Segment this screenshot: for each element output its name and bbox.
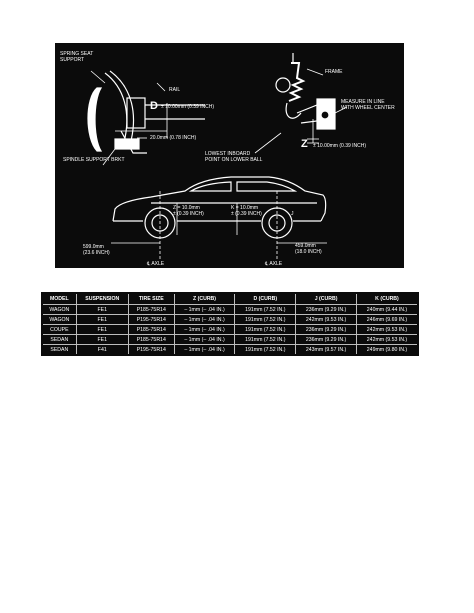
label-z-marker: Z	[301, 138, 308, 150]
cell-d-curb: 191mm (7.52 IN.)	[235, 305, 296, 315]
specification-table	[41, 292, 419, 356]
cell-model: SEDAN	[42, 335, 76, 345]
cell-j-curb: 236mm (9.29 IN.)	[296, 325, 357, 335]
cell-k-curb: 242mm (9.53 IN.)	[356, 325, 418, 335]
cell-suspension: FE1	[76, 305, 128, 315]
cell-tire-size: P185-75R14	[128, 325, 174, 335]
cell-suspension: FE1	[76, 315, 128, 325]
label-d-marker: D	[150, 100, 158, 112]
label-rear-dimension: 459.0mm (18.0 INCH)	[295, 243, 322, 255]
cell-tire-size: P195-75R14	[128, 345, 174, 356]
label-spring-seat-support: SPRING SEAT SUPPORT	[60, 51, 94, 63]
suspension-diagram	[55, 43, 404, 268]
cell-tire-size: P185-75R14	[128, 335, 174, 345]
cell-d-curb: 191mm (7.52 IN.)	[235, 325, 296, 335]
cell-d-curb: 191mm (7.52 IN.)	[235, 315, 296, 325]
cell-d-curb: 191mm (7.52 IN.)	[235, 335, 296, 345]
table-row	[42, 315, 418, 325]
cell-j-curb: 242mm (9.53 IN.)	[296, 315, 357, 325]
cell-z-curb: – 1mm (– .04 IN.)	[174, 325, 235, 335]
cell-z-curb: – 1mm (– .04 IN.)	[174, 315, 235, 325]
label-z-spec: ± 10.00mm (0.39 INCH)	[313, 143, 367, 149]
cell-model: SEDAN	[42, 345, 76, 356]
table-row	[42, 305, 418, 315]
cell-k-curb: 249mm (9.80 IN.)	[356, 345, 418, 356]
cell-z-curb: – 1mm (– .04 IN.)	[174, 305, 235, 315]
column-header-model: MODEL	[42, 293, 76, 305]
label-d-spec: ± 10.00mm (0.39 INCH)	[161, 104, 215, 110]
table-row	[42, 325, 418, 335]
cell-k-curb: 246mm (9.69 IN.)	[356, 315, 418, 325]
column-header-z-curb: Z (CURB)	[174, 293, 235, 305]
label-measure-in-line: MEASURE IN LINE WITH WHEEL CENTER	[341, 99, 395, 111]
label-spindle-dimension: 20.0mm (0.78 INCH)	[150, 135, 197, 141]
cell-j-curb: 236mm (9.29 IN.)	[296, 305, 357, 315]
cell-k-curb: 242mm (9.53 IN.)	[356, 335, 418, 345]
cell-suspension: F41	[76, 345, 128, 356]
cell-z-curb: – 1mm (– .04 IN.)	[174, 345, 235, 356]
label-axle-right: ℄ AXLE	[265, 261, 283, 267]
column-header-suspension: SUSPENSION	[76, 293, 128, 305]
label-frame: FRAME	[325, 69, 343, 75]
cell-suspension: FE1	[76, 335, 128, 345]
cell-j-curb: 236mm (9.29 IN.)	[296, 335, 357, 345]
cell-z-curb: – 1mm (– .04 IN.)	[174, 335, 235, 345]
cell-tire-size: P195-75R14	[128, 315, 174, 325]
cell-j-curb: 243mm (9.57 IN.)	[296, 345, 357, 356]
car-illustration	[113, 177, 326, 238]
label-lowest-inboard: LOWEST INBOARD POINT ON LOWER BALL	[205, 151, 263, 163]
frame-illustration	[276, 53, 335, 129]
cell-model: WAGON	[42, 315, 76, 325]
column-header-d-curb: D (CURB)	[235, 293, 296, 305]
cell-k-curb: 240mm (9.44 IN.)	[356, 305, 418, 315]
column-header-k-curb: K (CURB)	[356, 293, 418, 305]
table-row	[42, 345, 418, 356]
label-rail: RAIL	[169, 87, 181, 93]
column-header-j-curb: J (CURB)	[296, 293, 357, 305]
label-car-j: J	[291, 211, 294, 217]
table-row	[42, 335, 418, 345]
label-front-dimension: 599.0mm (23.6 INCH)	[83, 244, 110, 256]
table-header-row	[42, 293, 418, 305]
column-header-tire-size: TIRE SIZE	[128, 293, 174, 305]
label-car-z: Z = 10.0mm ± (0.39 INCH)	[173, 205, 204, 217]
cell-suspension: FE1	[76, 325, 128, 335]
cell-model: COUPE	[42, 325, 76, 335]
label-axle-left: ℄ AXLE	[147, 261, 165, 267]
cell-d-curb: 191mm (7.52 IN.)	[235, 345, 296, 356]
cell-model: WAGON	[42, 305, 76, 315]
diagram-svg	[55, 43, 404, 268]
label-spindle-support: SPINDLE SUPPORT BRKT	[63, 157, 125, 163]
cell-tire-size: P185-75R14	[128, 305, 174, 315]
label-car-k: K = 10.0mm ± (0.39 INCH)	[231, 205, 262, 217]
